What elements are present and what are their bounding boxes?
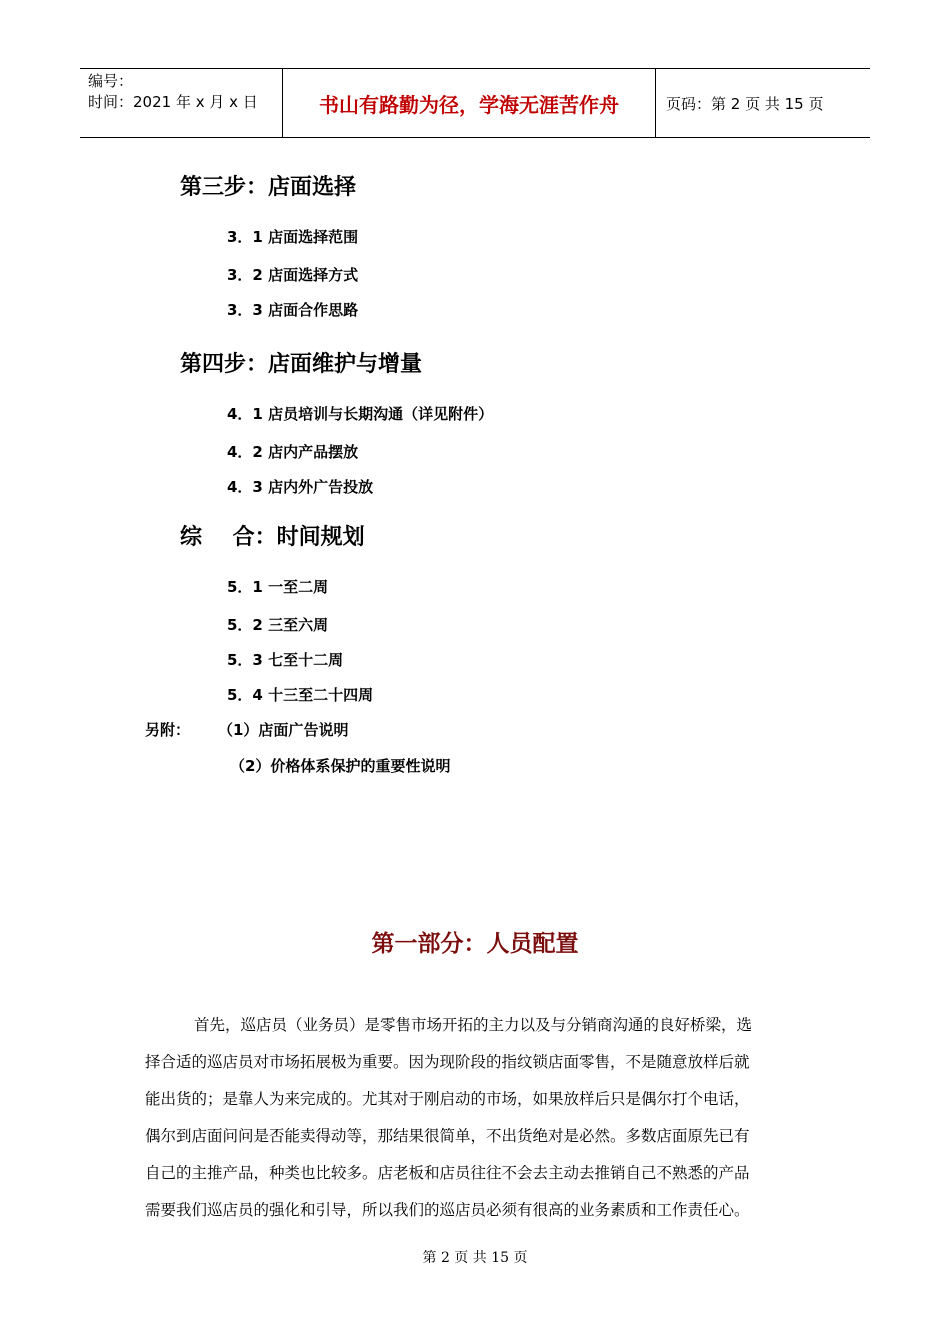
page-header xyxy=(80,68,870,138)
paragraph-line: 首先，巡店员（业务员）是零售市场开拓的主力以及与分销商沟通的良好桥梁，选 xyxy=(194,1016,753,1034)
appendix-item-2: （2）价格体系保护的重要性说明 xyxy=(230,757,451,775)
paragraph-line: 能出货的；是靠人为来完成的。尤其对于刚启动的市场，如果放样后只是偶尔打个电话， xyxy=(145,1090,750,1108)
time-label: 时间：2021 年 x 月 x 日 xyxy=(88,93,258,111)
header-page-info: 页码：第 2 页 共 15 页 xyxy=(666,94,824,113)
step-4-title: 第四步：店面维护与增量 xyxy=(180,352,423,377)
step-3-item-1: 3．1 店面选择范围 xyxy=(227,228,359,246)
step-3-item-2: 3．2 店面选择方式 xyxy=(227,266,359,284)
step-4-item-3: 4．3 店内外广告投放 xyxy=(227,478,374,496)
paragraph-line: 择合适的巡店员对市场拓展极为重要。因为现阶段的指纹锁店面零售，不是随意放样后就 xyxy=(145,1053,750,1071)
paragraph-line: 偶尔到店面问问是否能卖得动等，那结果很简单，不出货绝对是必然。多数店面原先已有 xyxy=(145,1127,750,1145)
page-footer: 第 2 页 共 15 页 xyxy=(422,1250,528,1266)
header-left-cell xyxy=(80,69,282,137)
paragraph-line: 自己的主推产品，种类也比较多。店老板和店员往往不会去主动去推销自己不熟悉的产品 xyxy=(145,1164,750,1182)
step-3-title: 第三步：店面选择 xyxy=(180,175,357,200)
step-4-item-1: 4．1 店员培训与长期沟通（详见附件） xyxy=(227,405,494,423)
header-motto: 书山有路勤为径，学海无涯苦作舟 xyxy=(282,69,656,137)
summary-item-2: 5．2 三至六周 xyxy=(227,616,329,634)
paragraph-line: 需要我们巡店员的强化和引导，所以我们的巡店员必须有很高的业务素质和工作责任心。 xyxy=(145,1201,750,1219)
summary-title: 综 合：时间规划 xyxy=(180,525,365,550)
body-paragraph xyxy=(145,1007,810,1229)
number-label: 编号： xyxy=(88,72,134,90)
summary-item-3: 5．3 七至十二周 xyxy=(227,651,344,669)
summary-item-1: 5．1 一至二周 xyxy=(227,578,329,596)
step-3-item-3: 3．3 店面合作思路 xyxy=(227,301,359,319)
part-title: 第一部分：人员配置 xyxy=(371,931,579,957)
appendix-item-1: （1）店面广告说明 xyxy=(218,721,349,739)
summary-item-4: 5．4 十三至二十四周 xyxy=(227,686,374,704)
appendix-label: 另附： xyxy=(145,721,191,739)
step-4-item-2: 4．2 店内产品摆放 xyxy=(227,443,359,461)
